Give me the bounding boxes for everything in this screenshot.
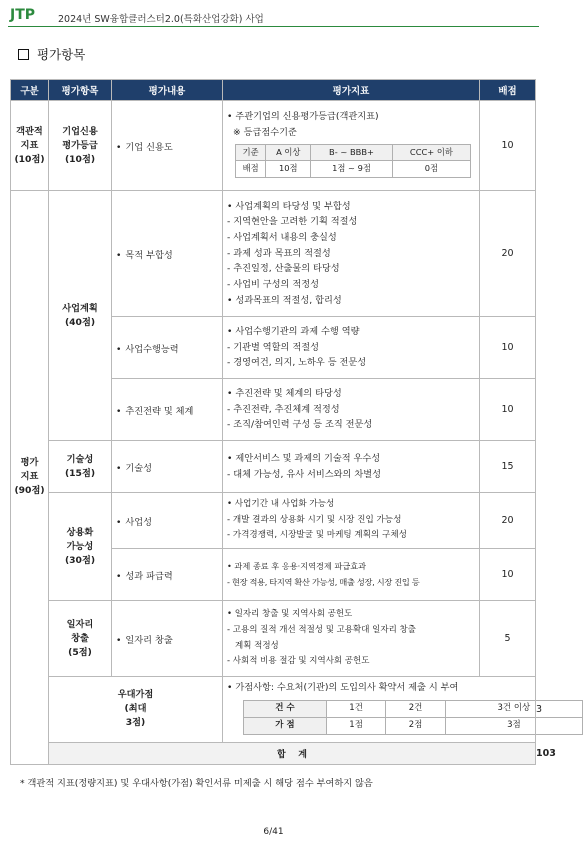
item-commercial bbox=[49, 493, 112, 601]
indicator-line: - 지역현안을 고려한 기획 적절성 bbox=[227, 216, 358, 228]
content-label: 성과 파급력 bbox=[125, 570, 173, 582]
bonus-cell: 가 점 bbox=[244, 717, 327, 734]
indicator-line: - 개발 결과의 상용화 시기 및 시장 진입 가능성 bbox=[227, 514, 402, 525]
content-cell: • 일자리 창출 bbox=[112, 601, 223, 677]
item-plan bbox=[49, 191, 112, 441]
bonus-cell: 3점 bbox=[445, 717, 582, 734]
indicator-cell bbox=[223, 601, 480, 677]
content-label: 추진전략 및 체계 bbox=[125, 405, 194, 417]
score-cell: 15 bbox=[480, 441, 536, 493]
indicator-line: - 경영여건, 의지, 노하우 등 전문성 bbox=[227, 357, 367, 369]
item-tech bbox=[49, 441, 112, 493]
jtp-logo bbox=[10, 7, 35, 23]
content-cell: • 사업수행능력 bbox=[112, 317, 223, 379]
bonus-indicator-cell bbox=[223, 677, 536, 743]
header-category: 구분 bbox=[11, 80, 49, 101]
indicator-line: • 과제 종료 후 응용·지역경제 파급효과 bbox=[227, 560, 367, 571]
item-credit bbox=[49, 101, 112, 191]
table-row bbox=[11, 101, 536, 191]
indicator-line: • 제안서비스 및 과제의 기술적 우수성 bbox=[227, 452, 381, 464]
grade-cell: 기준 bbox=[236, 144, 266, 161]
table-header-row bbox=[11, 80, 536, 101]
section-heading bbox=[18, 45, 85, 63]
indicator-line: - 과제 성과 목표의 적절성 bbox=[227, 247, 331, 259]
content-label: 일자리 창출 bbox=[125, 634, 173, 646]
page-header bbox=[8, 6, 539, 26]
bonus-cell: 2건 bbox=[386, 700, 445, 717]
content-cell: • 목적 부합성 bbox=[112, 191, 223, 317]
grade-table bbox=[235, 144, 471, 178]
content-cell: • 기업 신용도 bbox=[112, 101, 223, 191]
total-row: 합 계 103 bbox=[11, 742, 536, 764]
indicator-line: - 사업계획서 내용의 충실성 bbox=[227, 231, 337, 243]
indicator-line: • 일자리 창출 및 지역사회 공헌도 bbox=[227, 609, 353, 620]
grade-cell: 배점 bbox=[236, 161, 266, 178]
table-row: 우대가점 (최대 3점) • 가점사항: 수요처(기관)의 도입의사 확약서 제출 시 부여 건 수 1건 2건 3건 이상 가 점 1점 2점 3점 3 bbox=[11, 677, 536, 743]
section-title: 평가항목 bbox=[37, 47, 86, 62]
indicator-cell bbox=[223, 549, 480, 601]
category-bonus bbox=[49, 677, 223, 743]
category-label: 객관적 지표 (10점) bbox=[14, 125, 45, 165]
logo-text: JTP bbox=[10, 7, 36, 23]
bonus-cell: 1점 bbox=[326, 717, 385, 734]
score-cell: 10 bbox=[480, 549, 536, 601]
category-objective bbox=[11, 101, 49, 191]
indicator-cell bbox=[223, 493, 480, 549]
grade-cell: 10점 bbox=[266, 161, 311, 178]
score-cell: 10 bbox=[480, 317, 536, 379]
indicator-line: 계획 적정성 bbox=[235, 640, 279, 651]
indicator-line: - 추진일정, 산출물의 타당성 bbox=[227, 263, 340, 275]
content-cell: • 추진전략 및 체계 bbox=[112, 379, 223, 441]
table-row bbox=[11, 441, 536, 493]
indicator-line: - 조직/참여인력 구성 등 조직 전문성 bbox=[227, 419, 373, 431]
indicator-line: - 추진전략, 추진체계 적정성 bbox=[227, 403, 340, 415]
grade-cell: B- ~ BBB+ bbox=[311, 144, 393, 161]
header-title: 2024년 SW융합클러스터2.0(특화산업강화) 사업 bbox=[58, 14, 264, 25]
grade-cell: 0점 bbox=[392, 161, 470, 178]
table-row bbox=[11, 601, 536, 677]
bonus-table bbox=[243, 700, 583, 735]
content-label: 사업수행능력 bbox=[125, 343, 179, 355]
indicator-line: - 현장 적용, 타지역 확산 가능성, 매출 성장, 시장 진입 등 bbox=[227, 576, 420, 587]
indicator-line: - 대체 가능성, 유사 서비스와의 차별성 bbox=[227, 468, 381, 480]
item-label: 사업계획 (40점) bbox=[62, 302, 98, 328]
checkbox-square-icon bbox=[18, 49, 29, 60]
indicator-line: - 사업비 구성의 적정성 bbox=[227, 279, 319, 291]
category-label: 평가 지표 (90점) bbox=[14, 457, 45, 497]
indicator-cell bbox=[223, 317, 480, 379]
content-cell: • 기술성 bbox=[112, 441, 223, 493]
bonus-cell: 건 수 bbox=[244, 700, 327, 717]
total-label: 합 계 bbox=[49, 742, 536, 764]
indicator-cell bbox=[223, 379, 480, 441]
header-content: 평가내용 bbox=[112, 80, 223, 101]
content-label: 기업 신용도 bbox=[125, 141, 173, 153]
score-cell: 10 bbox=[480, 379, 536, 441]
content-label: 사업성 bbox=[125, 516, 153, 528]
item-label: 기업신용 평가등급 (10점) bbox=[62, 125, 98, 165]
category-label: 우대가점 (최대 3점) bbox=[117, 689, 154, 729]
indicator-line: • 추진전략 및 체계의 타당성 bbox=[227, 387, 342, 399]
page-number: 6/41 bbox=[263, 827, 284, 837]
indicator-cell bbox=[223, 101, 480, 191]
table-row bbox=[11, 191, 536, 317]
score-cell: 20 bbox=[480, 191, 536, 317]
indicator-line: • 사업수행기관의 과제 수행 역량 bbox=[227, 325, 360, 337]
bonus-cell: 1건 bbox=[326, 700, 385, 717]
indicator-line: • 사업기간 내 사업화 가능성 bbox=[227, 498, 335, 509]
indicator-line: - 기관별 역할의 적절성 bbox=[227, 341, 319, 353]
table-row bbox=[11, 493, 536, 549]
indicator-cell bbox=[223, 191, 480, 317]
indicator-line: - 가격경쟁력, 시장발굴 및 마케팅 계획의 구체성 bbox=[227, 530, 407, 541]
item-label: 상용화 가능성 (30점) bbox=[64, 526, 96, 566]
grade-cell: 1점 ~ 9점 bbox=[311, 161, 393, 178]
header-indicator: 평가지표 bbox=[223, 80, 480, 101]
grade-cell: A 이상 bbox=[266, 144, 311, 161]
indicator-line: • 주관기업의 신용평가등급(객관지표) bbox=[227, 111, 379, 123]
content-label: 목적 부합성 bbox=[125, 249, 173, 261]
score-cell: 20 bbox=[480, 493, 536, 549]
category-eval bbox=[11, 191, 49, 765]
item-label: 일자리 창출 (5점) bbox=[66, 618, 94, 658]
item-jobs bbox=[49, 601, 112, 677]
score-cell: 5 bbox=[480, 601, 536, 677]
indicator-line: • 가점사항: 수요처(기관)의 도입의사 확약서 제출 시 부여 bbox=[227, 682, 459, 693]
content-cell: • 성과 파급력 bbox=[112, 549, 223, 601]
header-item: 평가항목 bbox=[49, 80, 112, 101]
bonus-cell: 3건 이상 bbox=[445, 700, 582, 717]
indicator-line: - 고용의 질적 개선 적절성 및 고용확대 일자리 창출 bbox=[227, 624, 416, 635]
item-label: 기술성 (15점) bbox=[64, 453, 96, 479]
content-cell: • 사업성 bbox=[112, 493, 223, 549]
indicator-cell bbox=[223, 441, 480, 493]
indicator-line: • 사업계획의 타당성 및 부합성 bbox=[227, 200, 351, 212]
bonus-cell: 2점 bbox=[386, 717, 445, 734]
indicator-line: ※ 등급점수기준 bbox=[233, 126, 297, 138]
header-divider bbox=[8, 26, 539, 27]
score-cell: 10 bbox=[480, 101, 536, 191]
indicator-line: - 사회적 비용 절감 및 지역사회 공헌도 bbox=[227, 656, 370, 667]
indicator-line: • 성과목표의 적절성, 합리성 bbox=[227, 294, 342, 306]
footnote: * 객관적 지표(정량지표) 및 우대사항(가점) 확인서류 미제출 시 해당 점수 부여하지 않음 bbox=[20, 778, 373, 789]
content-label: 기술성 bbox=[125, 462, 153, 474]
header-score: 배점 bbox=[480, 80, 536, 101]
evaluation-table bbox=[10, 79, 556, 765]
grade-cell: CCC+ 이하 bbox=[392, 144, 470, 161]
